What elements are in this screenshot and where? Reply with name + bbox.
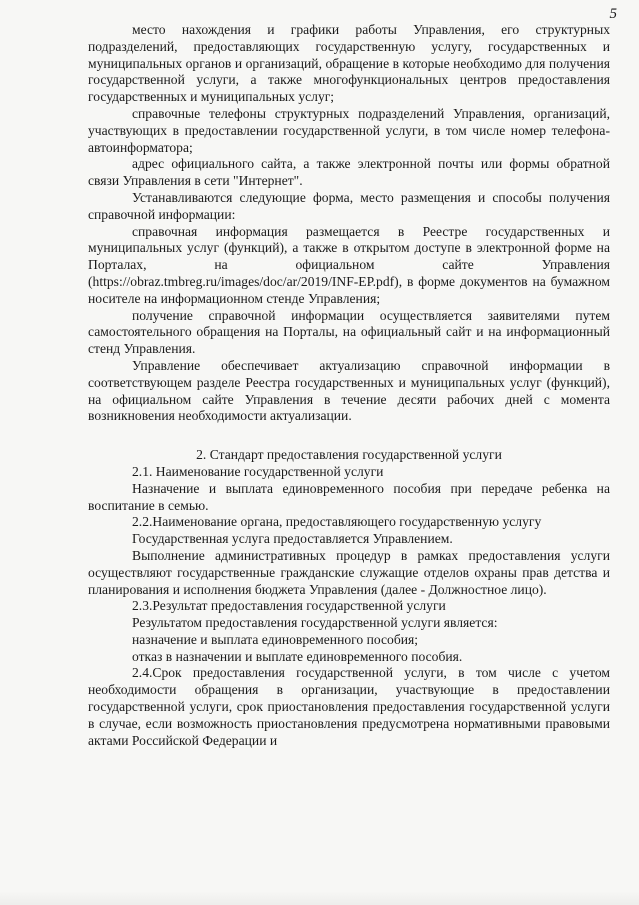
paragraph-website: адрес официального сайта, а также электронной почты или формы обратной связи Управления в сети "Интернет". <box>88 156 610 189</box>
paragraph-phones: справочные телефоны структурных подразделений Управления, организаций, участвующих в предоставлении государственной услуги, в том числе номер телефона-автоинформатора; <box>88 105 610 155</box>
paragraph-info-receipt: получение справочной информации осуществляется заявителями путем самостоятельного обращения на Порталы, на официальный сайт и на информационный стенд Управления. <box>88 307 610 357</box>
section-heading: 2. Стандарт предоставления государственной услуги <box>196 447 502 463</box>
subsection-2-4-text: 2.4.Срок предоставления государственной услуги, в том числе с учетом необходимости обращения в организации, участвующие в предоставлении государственной услуги, срок приостановления предоставления государственной услуги в случае, если возможность приостановления предусмотрена нормативными правовыми актами Российской Федерации и <box>88 665 610 748</box>
subsection-2-3-result-1: назначение и выплата единовременного пособия; <box>132 631 419 647</box>
paragraph-info-forms: Устанавливаются следующие форма, место размещения и способы получения справочной информации: <box>88 189 610 222</box>
paragraph-location-schedule: место нахождения и графики работы Управления, его структурных подразделений, предоставляющих государственную услугу, государственных и муниципальных органов и организаций, обращение в которые необходимо для получения государственной услуги, а также многофункциональных центров предоставления государственных и муниципальных услуг; <box>88 22 610 105</box>
subsection-2-2-title: 2.2.Наименование органа, предоставляющего государственную услугу <box>132 514 542 530</box>
subsection-2-2-procedures: Выполнение административных процедур в рамках предоставления услуги осуществляют государственные гражданские служащие отделов охраны прав детства и планирования и исполнения бюджета Управления (далее - Должностное лицо). <box>88 547 610 597</box>
subsection-2-2-text: Государственная услуга предоставляется Управлением. <box>132 531 453 547</box>
paragraph-info-placement: справочная информация размещается в Реестре государственных и муниципальных услуг (функций), а также в открытом доступе в электронной форме на Порталах, на официальном сайте Управления (https://obraz.tmbreg.ru/images/doc/ar/2019/INF-EP.pdf), в форме документов на бумажном носителе на информационном стенде Управления; <box>88 223 610 306</box>
subsection-2-3-title: 2.3.Результат предоставления государственной услуги <box>132 598 446 614</box>
document-body <box>88 22 610 749</box>
paragraph-info-update: Управление обеспечивает актуализацию справочной информации в соответствующем разделе Реестра государственных и муниципальных услуг (функций), на официальном сайте Управления в течение десяти рабочих дней с момента возникновения необходимости актуализации. <box>88 357 610 424</box>
subsection-2-3-result-2: отказ в назначении и выплате единовременного пособия. <box>132 648 463 664</box>
subsection-2-1-text: Назначение и выплата единовременного пособия при передаче ребенка на воспитание в семью. <box>88 480 610 513</box>
scan-edge <box>0 891 639 905</box>
subsection-2-3-text: Результатом предоставления государственной услуги является: <box>132 615 498 631</box>
subsection-2-1-title: 2.1. Наименование государственной услуги <box>132 463 384 479</box>
page-number: 5 <box>609 6 617 22</box>
